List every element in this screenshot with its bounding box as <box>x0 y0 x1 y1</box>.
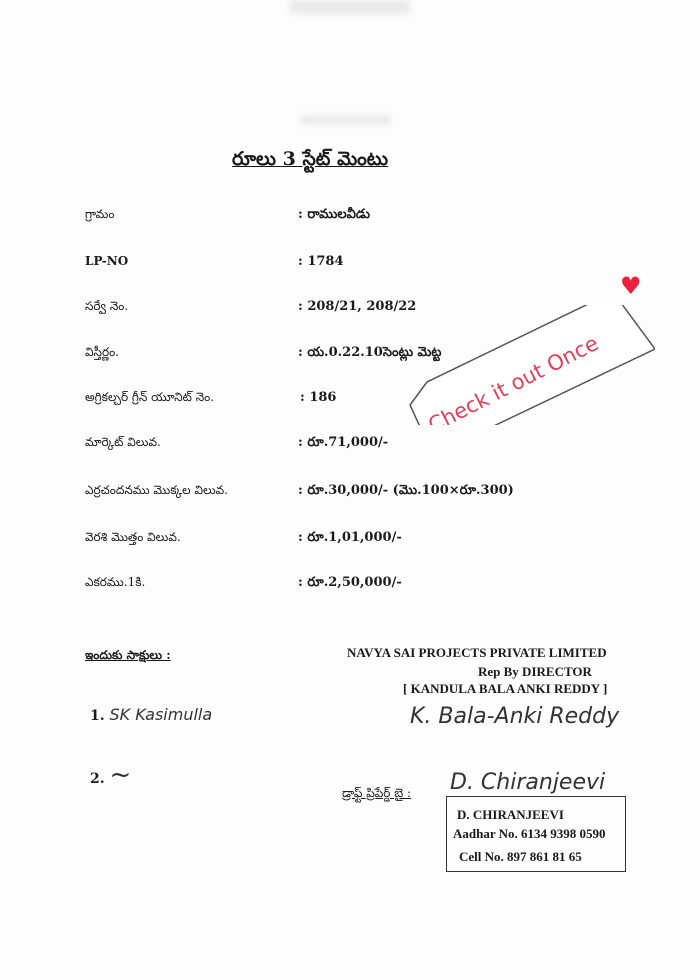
field-value: : 186 <box>300 390 336 405</box>
field-label: గ్రామం <box>85 207 115 221</box>
field-row-village <box>85 207 645 227</box>
field-value: : 208/21, 208/22 <box>298 299 416 314</box>
callout-shape <box>405 305 655 425</box>
callout-sticker <box>405 305 655 425</box>
scan-smudge <box>290 0 410 14</box>
field-row-total-value <box>85 530 645 550</box>
witness-number: 2. <box>90 771 105 787</box>
director-name: [ KANDULA BALA ANKI REDDY ] <box>403 681 608 696</box>
field-value: : రూ.1,01,000/- <box>298 530 402 548</box>
field-row-red-sandal-value <box>85 483 645 503</box>
callout-text: Check it out Once <box>424 330 603 425</box>
field-label: ఎర్రచందనము మొక్కల విలువ. <box>85 483 229 497</box>
witness-2 <box>90 760 131 790</box>
field-value: : 1784 <box>298 254 344 269</box>
preparer-name: D. CHIRANJEEVI <box>457 807 564 822</box>
witness-signature: ~ <box>109 760 132 790</box>
witness-signature: SK Kasimulla <box>109 705 213 724</box>
draft-prepared-label: డ్రాఫ్ట్ ప్రిపేర్డ్ బై : <box>342 786 412 800</box>
field-label: విస్తీర్ణం. <box>85 345 119 359</box>
witness-number: 1. <box>90 708 105 724</box>
company-rep: Rep By DIRECTOR <box>478 664 592 679</box>
field-value: : రూ.2,50,000/- <box>298 575 402 593</box>
field-value: : రూ.71,000/- <box>298 435 388 453</box>
preparer-cell: Cell No. 897 861 81 65 <box>459 849 582 864</box>
field-label: అగ్రికల్చర్ గ్రీన్ యూనిట్ నెం. <box>85 390 215 404</box>
witnesses-heading: ఇందుకు సాక్షులు : <box>85 648 171 662</box>
field-row-market-value <box>85 435 645 455</box>
document-title: రూలు 3 స్టేట్ మెంటు <box>232 148 389 170</box>
company-name: NAVYA SAI PROJECTS PRIVATE LIMITED <box>347 645 607 660</box>
field-label: సర్వే నెం. <box>85 299 129 313</box>
field-row-lp-no <box>85 254 645 274</box>
field-value: : రాములవీడు <box>298 207 370 225</box>
field-label: వెరశి మొత్తం విలువ. <box>85 530 181 544</box>
preparer-box <box>446 796 626 872</box>
field-label: ఎకరము.1కి. <box>85 575 146 589</box>
preparer-aadhar: Aadhar No. 6134 9398 0590 <box>453 826 606 841</box>
witness-1 <box>90 705 212 724</box>
field-value: : య.0.22.10సెంట్లు మెట్ట <box>298 345 441 363</box>
field-label: LP-NO <box>85 254 129 268</box>
field-label: మార్కెట్ విలువ. <box>85 435 161 449</box>
director-signature: K. Bala-Anki Reddy <box>410 704 620 729</box>
field-value: : రూ.30,000/- (మొ.100×రూ.300) <box>298 483 514 501</box>
heart-icon: ♥ <box>620 272 642 300</box>
draft-signature: D. Chiranjeevi <box>450 770 606 795</box>
field-row-per-acre <box>85 575 645 595</box>
scan-smudge <box>300 115 390 125</box>
